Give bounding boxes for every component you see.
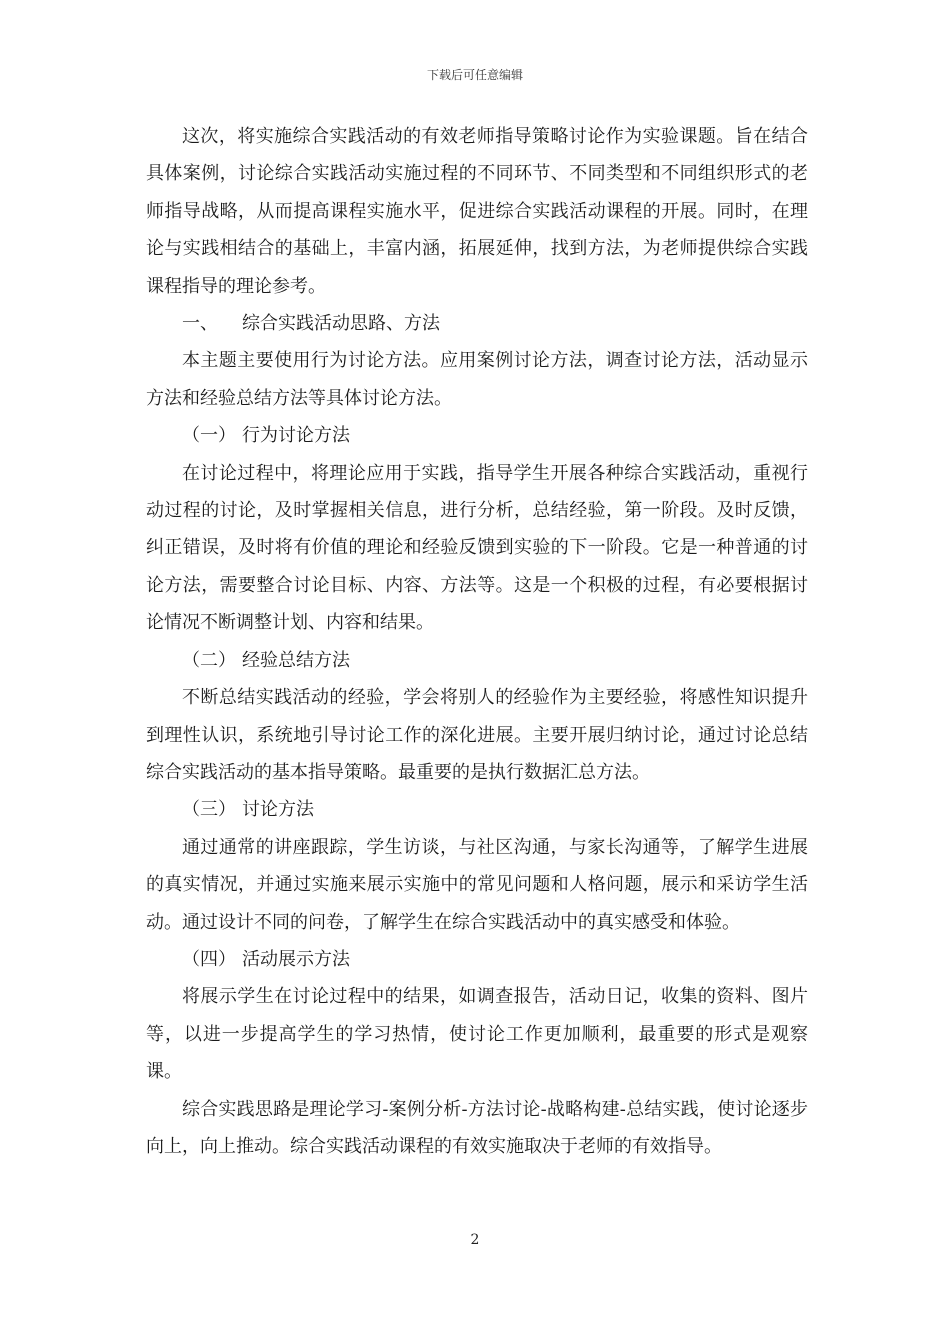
subsection-title: 活动展示方法 (242, 948, 350, 970)
subsection-heading-2 (146, 642, 808, 679)
document-body (146, 118, 808, 1165)
subsection-2-paragraph: 不断总结实践活动的经验，学会将别人的经验作为主要经验，将感性知识提升到理性认识，系统地引导讨论工作的深化进展。主要开展归纳讨论，通过讨论总结综合实践活动的基本指导策略。最重要的是执行数据汇总方法。 (146, 687, 808, 783)
subsection-title: 经验总结方法 (242, 649, 350, 671)
page-header: 下载后可任意编辑 (426, 68, 523, 82)
section-heading-1 (146, 305, 808, 342)
conclusion-paragraph: 综合实践思路是理论学习-案例分析-方法讨论-战略构建-总结实践，使讨论逐步向上，向上推动。综合实践活动课程的有效实施取决于老师的有效指导。 (146, 1098, 808, 1157)
section-number: 一、 (182, 313, 218, 335)
subsection-heading-4 (146, 941, 808, 978)
subsection-number: （三） (182, 799, 236, 821)
page-number: 2 (470, 1232, 480, 1248)
section-title: 综合实践活动思路、方法 (242, 313, 440, 335)
subsection-heading-1 (146, 417, 808, 454)
subsection-4-paragraph: 将展示学生在讨论过程中的结果，如调查报告，活动日记，收集的资料、图片等，以进一步提高学生的学习热情，使讨论工作更加顺利，最重要的形式是观察课。 (146, 986, 808, 1083)
subsection-1-paragraph: 在讨论过程中，将理论应用于实践，指导学生开展各种综合实践活动，重视行动过程的讨论，及时掌握相关信息，进行分析，总结经验，第一阶段。及时反馈，纠正错误，及时将有价值的理论和经验反馈到实验的下一阶段。它是一种普通的讨论方法，需要整合讨论目标、内容、方法等。这是一个积极的过程，有必要根据讨论情况不断调整计划、内容和结果。 (146, 462, 808, 634)
subsection-3-paragraph: 通过通常的讲座跟踪，学生访谈，与社区沟通，与家长沟通等，了解学生进展的真实情况，并通过实施来展示实施中的常见问题和人格问题，展示和采访学生活动。通过设计不同的问卷，了解学生在综合实践活动中的真实感受和体验。 (146, 836, 808, 933)
subsection-title: 讨论方法 (242, 799, 314, 821)
subsection-title: 行为讨论方法 (242, 425, 350, 447)
intro-paragraph: 这次，将实施综合实践活动的有效老师指导策略讨论作为实验课题。旨在结合具体案例，讨论综合实践活动实施过程的不同环节、不同类型和不同组织形式的老师指导战略，从而提高课程实施水平，促进综合实践活动课程的开展。同时，在理论与实践相结合的基础上，丰富内涵，拓展延伸，找到方法，为老师提供综合实践课程指导的理论参考。 (146, 126, 808, 297)
subsection-heading-3 (146, 791, 808, 828)
subsection-number: （一） (182, 425, 236, 447)
section-1-paragraph: 本主题主要使用行为讨论方法。应用案例讨论方法，调查讨论方法，活动显示方法和经验总结方法等具体讨论方法。 (146, 350, 808, 409)
subsection-number: （二） (182, 649, 236, 671)
subsection-number: （四） (182, 948, 236, 970)
